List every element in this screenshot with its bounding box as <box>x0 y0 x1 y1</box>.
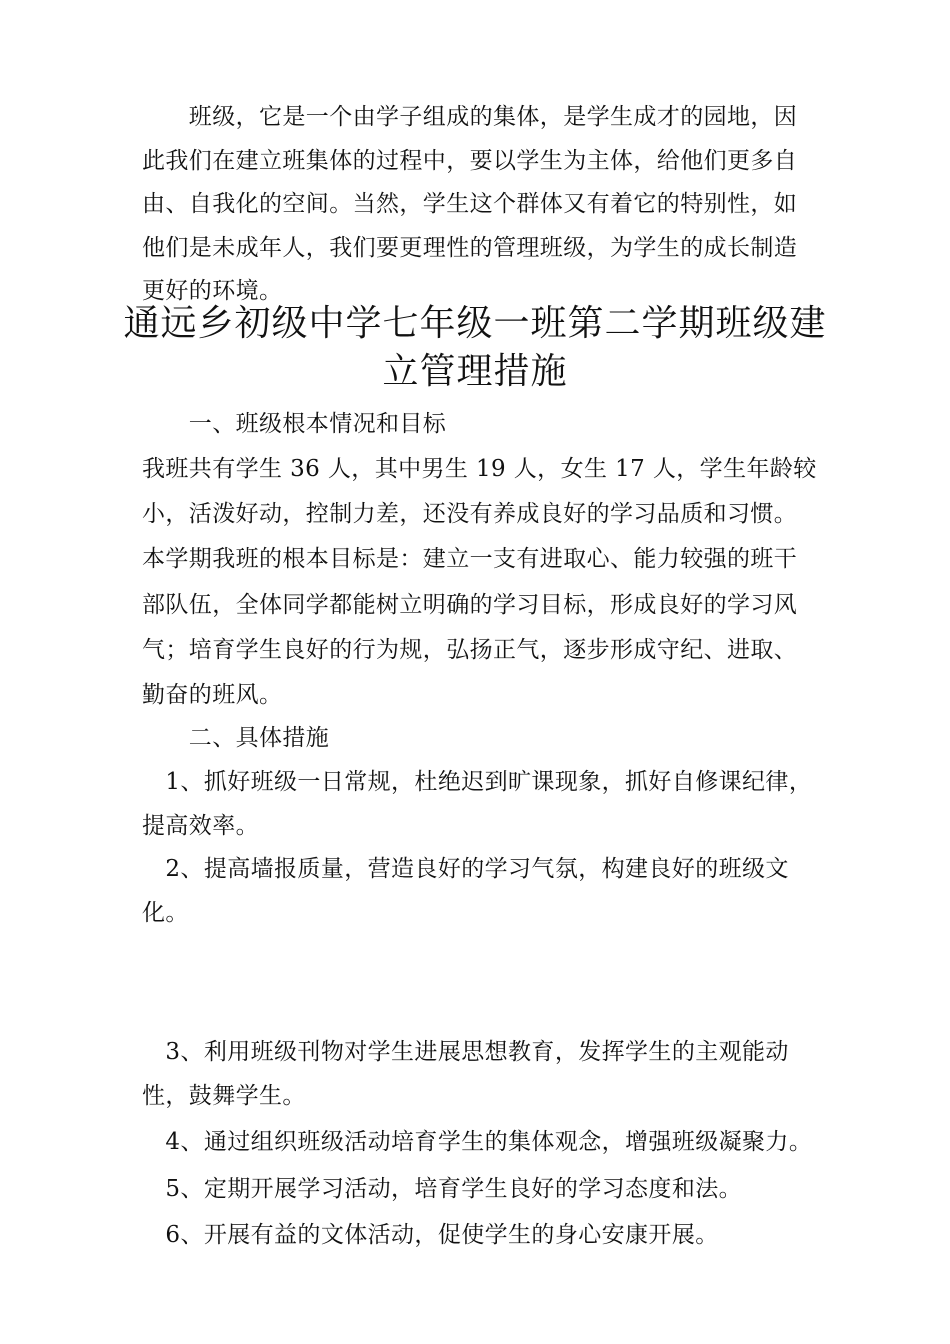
section-heading-2: 二、具体措施 <box>142 725 330 751</box>
measure-item-1: 1、抓好班级一日常规，杜绝迟到旷课现象，抓好自修课纪律， 提高效率。 <box>142 769 813 839</box>
intro-paragraph: 班级，它是一个由学子组成的集体，是学生成才的园地，因 此我们在建立班集体的过程中，要以学生为主体，给他们更多自 由、自我化的空间。当然，学生这个群体又有着它的特别性，如 他们是未成年人，我们要更理性的管理班级，为学生的成长制造 更好的环境。 <box>142 104 798 304</box>
section-heading-1: 一、班级根本情况和目标 <box>142 411 447 437</box>
measure-item-5: 5、定期开展学习活动，培育学生良好的学习态度和法。 <box>142 1176 743 1202</box>
section-1-paragraph: 我班共有学生 36 人，其中男生 19 人，女生 17 人，学生年龄较 小，活泼好动，控制力差，还没有养成良好的学习品质和习惯。 本学期我班的根本目标是：建立一支有进取心、能力较强的班干 部队伍，全体同学都能树立明确的学习目标，形成良好的学习风 气；培育学生良好的行为规，弘扬正气，逐步形成守纪、进取、 勤奋的班风。 <box>142 456 817 709</box>
measure-item-6: 6、开展有益的文体活动，促使学生的身心安康开展。 <box>142 1222 719 1248</box>
measure-item-4: 4、通过组织班级活动培育学生的集体观念，增强班级凝聚力。 <box>142 1129 813 1155</box>
measure-item-3: 3、利用班级刊物对学生进展思想教育，发挥学生的主观能动 性，鼓舞学生。 <box>142 1039 789 1109</box>
document-title: 通远乡初级中学七年级一班第二学期班级建 立管理措施 <box>123 303 827 392</box>
measure-item-2: 2、提高墙报质量，营造良好的学习气氛，构建良好的班级文 化。 <box>142 856 789 926</box>
